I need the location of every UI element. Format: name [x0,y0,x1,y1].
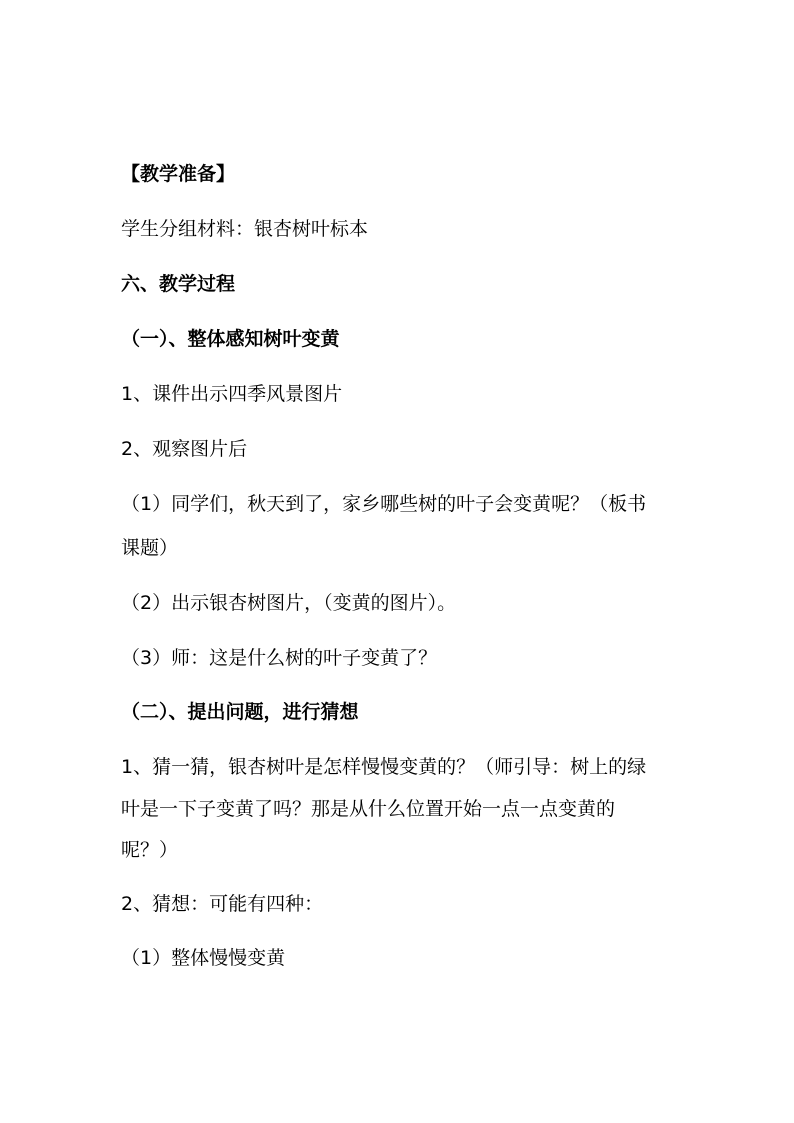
guess-item-line-2: 叶是一下子变黄了吗？那是从什么位置开始一点一点变黄的 [121,798,616,820]
list-item-1: 1、课件出示四季风景图片 [121,383,343,405]
list-item-2: 2、观察图片后 [121,438,248,460]
heading-section-one: （一）、整体感知树叶变黄 [121,328,340,350]
hypothesis-item: 2、猜想：可能有四种： [121,893,324,915]
heading-teaching-process: 六、教学过程 [121,273,236,295]
guess-item-line-3: 呢？） [121,839,179,861]
sub-item-2: （2）出示银杏树图片，（变黄的图片）。 [121,592,457,614]
paragraph-materials: 学生分组材料：银杏树叶标本 [121,218,369,240]
heading-section-two: （二）、提出问题，进行猜想 [121,701,359,723]
sub-item-1-line-2: 课题） [121,537,179,559]
sub-item-1-line-1: （1）同学们，秋天到了，家乡哪些树的叶子会变黄呢？（板书 [121,493,647,515]
sub-item-3: （3）师：这是什么树的叶子变黄了？ [121,647,438,669]
guess-item-line-1: 1、猜一猜，银杏树叶是怎样慢慢变黄的？（师引导：树上的绿 [121,756,647,778]
hypothesis-sub-item-1: （1）整体慢慢变黄 [121,947,286,969]
heading-teaching-preparation: 【教学准备】 [121,163,236,185]
